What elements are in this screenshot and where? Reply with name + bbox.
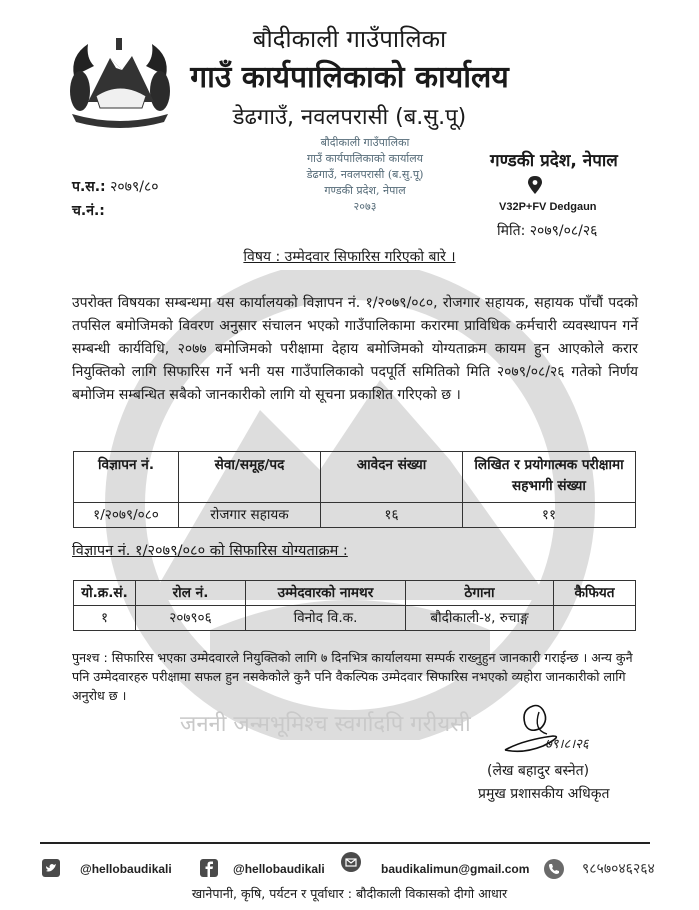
letter-date [497,222,597,240]
phone-icon [544,859,564,879]
column-header: यो.क्र.सं. [74,581,136,606]
twitter-handle[interactable]: @hellobaudikali [80,862,172,876]
table-header-row [74,452,636,503]
date-label: मिति: [497,223,526,239]
seal-line: गण्डकी प्रदेश, नेपाल [324,184,406,197]
signer-name: (लेख बहादुर बस्नेत) [487,763,590,779]
subject-text: विषय : उम्मेदवार सिफारिस गरिएको बारे । [243,249,456,265]
table-row [74,606,636,631]
column-header: लिखित र प्रयोगात्मक परीक्षामा सहभागी संख्या [463,452,636,503]
merit-list-heading: विज्ञापन नं. १/२०७९/०८० को सिफारिस योग्यताक्रम : [72,543,348,559]
seal-line: डेढगाउँ, नवलपरासी (ब.सु.पू) [306,168,424,181]
column-header: आवेदन संख्या [321,452,463,503]
table-cell: २०७९०६ [136,606,246,631]
vacancy-summary-table [73,451,636,528]
email-address[interactable]: baudikalimun@gmail.com [381,862,530,876]
seal-line: बौदीकाली गाउँपालिका [320,136,410,149]
table-header-row [74,581,636,606]
body-paragraph: उपरोक्त विषयका सम्बन्धमा यस कार्यालयको विज्ञापन नं. १/२०७९/०८०, रोजगार सहायक, सहायक पाँचौं पदको तपसिल बमोजिमको विवरण अनुसार संचालन भएको गाउँपालिकामा करारमा प्राविधिक कर्मचारी व्यवस्थापन गर्ने सम्बन्धी कार्यविधि, २०७७ बमोजिमको परीक्षामा देहाय बमोजिमको योग्यताक्रम कायम हुन आएकोले करार नियुक्तिको लागि सिफारिस गर्ने भनी यस गाउँपालिकाको पदपूर्ति समितिको मिति २०७९/०८/२६ गतेको निर्णय बमोजिम सम्बन्धित सबैको जानकारीको लागि यो सूचना प्रकाशित गरिएको छ । [72,295,638,403]
municipality-name: बौदीकाली गाउँपालिका [252,25,447,53]
table-cell: १ [74,606,136,631]
office-name: गाउँ कार्यपालिकाको कार्यालय [190,60,509,95]
dispatch-number-label: च.नं.: [72,203,105,219]
column-header: सेवा/समूह/पद [179,452,321,503]
date-value: २०७९/०८/२६ [529,223,598,239]
letter-number-value: २०७९/८० [110,179,159,195]
email-icon [341,852,361,872]
column-header: विज्ञापन नं. [74,452,179,503]
letter-number-label: प.स.: [72,179,106,195]
table-cell: बौदीकाली-४, रुचाङ्ग [406,606,554,631]
column-header: कैफियत [554,581,636,606]
postscript-note: पुनश्च : सिफारिस भएका उम्मेदवारले नियुक्तिको लागि ७ दिनभित्र कार्यालयमा सम्पर्क राख्नुहुन जानकारी गराईन्छ । अन्य कुनै पनि उम्मेदवारहरु परीक्षामा सफल हुन नसकेकोले कुनै पनि वैकल्पिक उम्मेदवार सिफारिस नभएको व्यहोरा जानकारीको लागि अनुरोध छ । [72,650,633,703]
facebook-handle[interactable]: @hellobaudikali [233,862,325,876]
watermark-motto: जननी जन्मभूमिश्च स्वर्गादपि गरीयसी [180,712,471,737]
table-cell: १६ [321,503,463,528]
footer-tagline: खानेपानी, कृषि, पर्यटन र पूर्वाधार : बौदीकाली विकासको दीगो आधार [191,886,508,901]
footer-divider [40,842,650,844]
column-header: रोल नं. [136,581,246,606]
table-cell: ११ [463,503,636,528]
office-seal-stamp [270,136,460,236]
table-cell: १/२०७९/०८० [74,503,179,528]
facebook-icon [200,859,218,877]
phone-number[interactable]: ९८५७०४६२६४ [582,861,655,877]
signer-designation: प्रमुख प्रशासकीय अधिकृत [478,786,610,802]
province-name: गण्डकी प्रदेश, नेपाल [490,151,618,171]
signature-date: ७९।८।२६ [545,737,589,752]
location-pin-icon [528,176,542,194]
table-cell [554,606,636,631]
subject-line [0,248,699,266]
table-row [74,503,636,528]
table-cell: रोजगार सहायक [179,503,321,528]
plus-code-location: V32P+FV Dedgaun [499,201,597,213]
column-header: ठेगाना [406,581,554,606]
column-header: उम्मेदवारको नामथर [246,581,406,606]
twitter-icon [42,859,60,877]
table-cell: विनोद वि.क. [246,606,406,631]
office-address: डेढगाउँ, नवलपरासी (ब.सु.पू) [232,105,467,130]
seal-line: गाउँ कार्यपालिकाको कार्यालय [306,152,424,165]
letter-number [72,178,159,196]
merit-list-table [73,580,636,631]
seal-line: २०७३ [353,200,377,213]
